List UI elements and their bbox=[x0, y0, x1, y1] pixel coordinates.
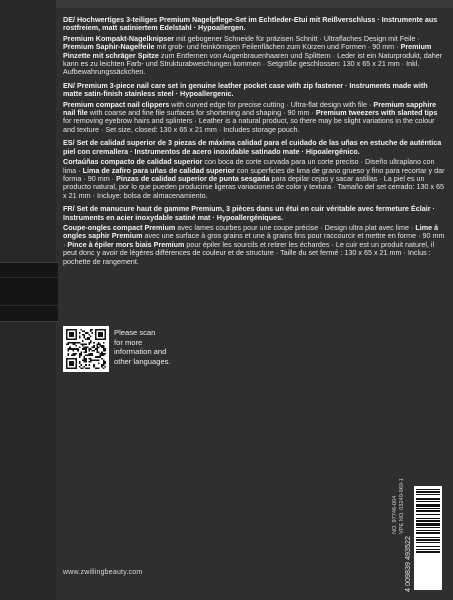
product-name: Coupe-ongles compact Premium bbox=[63, 222, 176, 232]
box-top-edge bbox=[0, 0, 453, 8]
product-text: avec une surface à gros grains et une à grains fins pour raccourcir et mettre en forme · 90 mm · bbox=[63, 231, 445, 249]
section-heading: DE/ Hochwertiges 3-teiliges Premium Nagelpflege-Set im Echtleder-Etui mit Reißverschluss · Instrumente aus rostfreiem, matt satiniertem Edelstahl · Hypoallergen. bbox=[63, 15, 438, 33]
product-text: avec lames courbes pour une coupe précise · Design ultra plat avec lime · bbox=[175, 222, 416, 232]
product-text: mit grob- und feinkörnigen Feilenflächen zum Kürzen und Formen · 90 mm · bbox=[154, 42, 401, 52]
product-description bbox=[63, 16, 447, 271]
website-url[interactable]: www.zwillingbeauty.com bbox=[63, 569, 143, 576]
section-de bbox=[63, 16, 447, 77]
product-text: with curved edge for precise cutting · Ultra-flat design with file · bbox=[169, 99, 374, 109]
product-name: Premium tweezers with slanted tips bbox=[315, 108, 438, 118]
product-text: con boca de corte curvada para un corte preciso · Diseño ultraplano con lima · bbox=[63, 157, 435, 175]
band-stitch-line bbox=[0, 277, 58, 278]
order-number: VPE NO. 03249-969-1 bbox=[399, 478, 405, 534]
product-name: Premium Pinzette mit schräger Spitze bbox=[63, 42, 432, 60]
barcode-digits: 4 009839 493522 bbox=[403, 536, 412, 592]
scan-line: other languages. bbox=[114, 356, 171, 366]
section-es bbox=[63, 139, 447, 200]
product-text: pour épiler les sourcils et retirer les échardes · Le cuir est un produit naturel, il peut donc y avoir de légères différences de couleur et de structure · Taille du set fermé : 130 x 65 x 21 mm · Inclus : pochette de rangement. bbox=[63, 239, 435, 266]
product-text: for removing eyebrow hairs and splinters · Leather is a natural product, so there may be slight variations in the colour and texture · Set size, closed: 130 x 65 x 21 mm · Includes storage pouch. bbox=[63, 116, 435, 134]
scan-instructions bbox=[114, 328, 194, 366]
qr-code-icon bbox=[66, 329, 106, 369]
product-name: Lima de zafiro para uñas de calidad superior bbox=[82, 165, 235, 175]
section-heading: ES/ Set de calidad superior de 3 piezas de máxima calidad para el cuidado de las uñas en estuche de auténtica piel con cremallera · Instrumentos de acero inoxidable satinado mate · Hipoalergénico. bbox=[63, 138, 442, 156]
product-name: Lime à ongles saphir Premium bbox=[63, 222, 439, 241]
qr-code[interactable] bbox=[63, 326, 109, 372]
section-body bbox=[63, 35, 447, 77]
scan-line: information and bbox=[114, 347, 167, 357]
product-name: Pince à épiler mors biais Premium bbox=[67, 239, 185, 249]
scan-line: for more bbox=[114, 337, 143, 347]
section-heading: FR/ Set de manucure haut de gamme Premium, 3 pièces dans un étui en cuir véritable avec fermeture Éclair · Instruments en acier inoxydable satiné mat · Hypoallergéniques. bbox=[63, 204, 435, 222]
section-heading: EN/ Premium 3-piece nail care set in genuine leather pocket case with zip fastener · Instruments made with matte satin-finish stainless steel · Hypoallergenic. bbox=[63, 80, 428, 99]
product-name: Cortaúñas compacto de calidad superior bbox=[63, 157, 203, 167]
barcode-icon bbox=[414, 486, 442, 590]
section-body bbox=[63, 158, 447, 200]
section-body bbox=[63, 224, 447, 266]
section-body bbox=[63, 101, 447, 135]
scan-line: Please scan bbox=[114, 328, 156, 337]
section-en bbox=[63, 82, 447, 134]
product-text: para depilar cejas y sacar astillas · La piel es un producto natural, por lo que pueden producirse ligeras variaciones de color y textura · Tamaño del set cerrado: 130 x 65 x 21 mm · Incluye: bolsa de almacenamiento. bbox=[63, 173, 445, 200]
product-name: Premium sapphire nail file bbox=[63, 99, 437, 118]
band-stitch-line bbox=[0, 305, 58, 306]
elastic-band bbox=[0, 262, 58, 322]
product-text: mit gebogener Schneide für präzisen Schnitt · Ultraflaches Design mit Feile · bbox=[174, 33, 420, 43]
barcode bbox=[414, 486, 442, 590]
product-name: Pinzas de calidad superior de punta sesgada bbox=[116, 173, 270, 183]
product-name: Premium Saphir-Nagelfeile bbox=[63, 42, 155, 52]
product-name: Premium Kompakt-Nagelknipser bbox=[63, 33, 175, 43]
section-fr bbox=[63, 205, 447, 266]
product-text: with coarse and fine file surfaces for shortening and shaping · 90 mm · bbox=[87, 108, 316, 118]
product-text: zum Entfernen von Augenbrauenhaaren und Splittern · Leder ist ein Naturprodukt, daher kann es zu leichten Farb- und Strukturabweichungen kommen · Setgröße geschlossen: 130 x 65 x 21 mm · Inkl. Aufbewahrungssäckchen. bbox=[63, 50, 443, 77]
product-text: con superficies de lima de grano grueso y fino para recortar y dar forma · 90 mm · bbox=[63, 165, 445, 183]
article-number: NO. 97746-004 bbox=[392, 495, 398, 534]
product-name: Premium compact nail clippers bbox=[63, 99, 170, 109]
